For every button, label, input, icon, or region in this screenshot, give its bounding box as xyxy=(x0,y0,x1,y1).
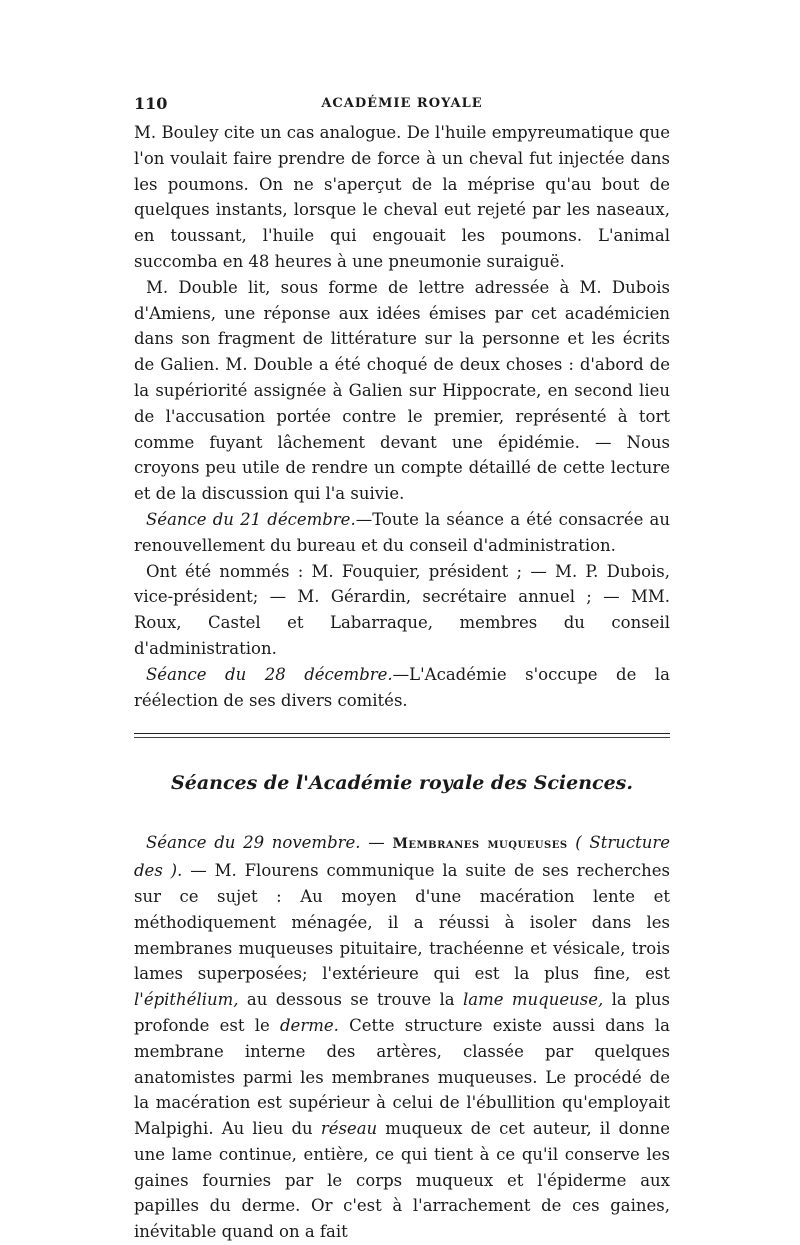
divider-rule-thick xyxy=(134,733,670,734)
paragraph-seance-28 xyxy=(134,662,670,714)
section-title: Séances de l'Académie royale des Sciences. xyxy=(171,772,633,795)
topic-heading: Membranes muqueuses xyxy=(392,836,568,853)
page-number: 110 xyxy=(134,94,168,113)
session-21-text: —Toute la séance a été consacrée au renouvellement du bureau et du conseil d'administration. xyxy=(134,509,670,555)
body-text-3: la plus profonde est le xyxy=(134,990,670,1035)
body-text-2: au dessous se trouve la xyxy=(238,990,463,1010)
body-text-4: Cette structure existe aussi dans la membrane interne des artères, classée par quelques anatomistes parmi les membranes muqueuses. Le procédé de la macération est supérieur à celui de l'ébullition qu'employait Malpighi. Au lieu du xyxy=(134,1015,670,1139)
term-derme: derme. xyxy=(280,1015,339,1035)
lead-dash: — xyxy=(360,833,393,853)
body-text-1: — M. Flourens communique la suite de ses recherches sur ce sujet : Au moyen d'une macération lente et méthodiquement ménagée, il a réussi à isoler dans les membranes muqueuses pituitaire, trachéenne et vésicale, trois lames superposées; l'extérieure qui est la plus fine, est xyxy=(134,861,670,984)
paragraph-seance-29-novembre xyxy=(134,830,670,1245)
paragraph-double: M. Double lit, sous forme de lettre adressée à M. Dubois d'Amiens, une réponse aux idées émises par cet académicien dans son fragment de littérature sur la personne et les écrits de Galien. M. Double a été choqué de deux choses : d'abord de la supériorité assignée à Galien sur Hippocrate, en second lieu de l'accusation portée contre le premier, représenté à tort comme fuyant lâchement devant une épidémie. — Nous croyons peu utile de rendre un compte détaillé de cette lecture et de la discussion qui l'a suivie. xyxy=(134,277,670,504)
session-date-21: Séance du 21 décembre. xyxy=(146,509,356,529)
paragraph-seance-21 xyxy=(134,507,670,559)
session-date-28: Séance du 28 décembre. xyxy=(146,664,393,684)
session-28-text: —L'Académie s'occupe de la réélection de ses divers comités. xyxy=(134,664,670,710)
running-head xyxy=(134,94,670,120)
session-date-29: Séance du 29 novembre. xyxy=(146,833,361,853)
book-page xyxy=(134,94,670,1245)
term-reseau: réseau xyxy=(320,1119,378,1139)
topic-paren: ( Structure des ). xyxy=(134,833,671,881)
running-title: ACADÉMIE ROYALE xyxy=(321,96,483,111)
divider-rule-thin xyxy=(134,737,670,738)
paragraph-bouley: M. Bouley cite un cas analogue. De l'huile empyreumatique que l'on voulait faire prendre de force à un cheval fut injectée dans les poumons. On ne s'aperçut de la méprise qu'au bout de quelques instants, lorsque le cheval eut rejeté par les naseaux, en toussant, l'huile qui engouait les poumons. L'animal succomba en 48 heures à une pneumonie suraiguë. xyxy=(134,123,670,271)
term-epithelium: l'épithélium, xyxy=(134,990,239,1010)
body-text-5: muqueux de cet auteur, il donne une lame continue, entière, ce qui tient à ce qu'il conserve les gaines fournies par le corps muqueux et l'épiderme aux papilles du derme. Or c'est à l'arrachement de ces gaines, inévitable quand on a fait xyxy=(134,1119,671,1242)
section-divider xyxy=(134,733,670,738)
paragraph-nominations: Ont été nommés : M. Fouquier, président ; — M. P. Dubois, vice-président; — M. Gérardin, secrétaire annuel ; — MM. Roux, Castel et Labarraque, membres du conseil d'administration. xyxy=(134,561,670,658)
term-lame-muqueuse: lame muqueuse, xyxy=(462,990,604,1010)
